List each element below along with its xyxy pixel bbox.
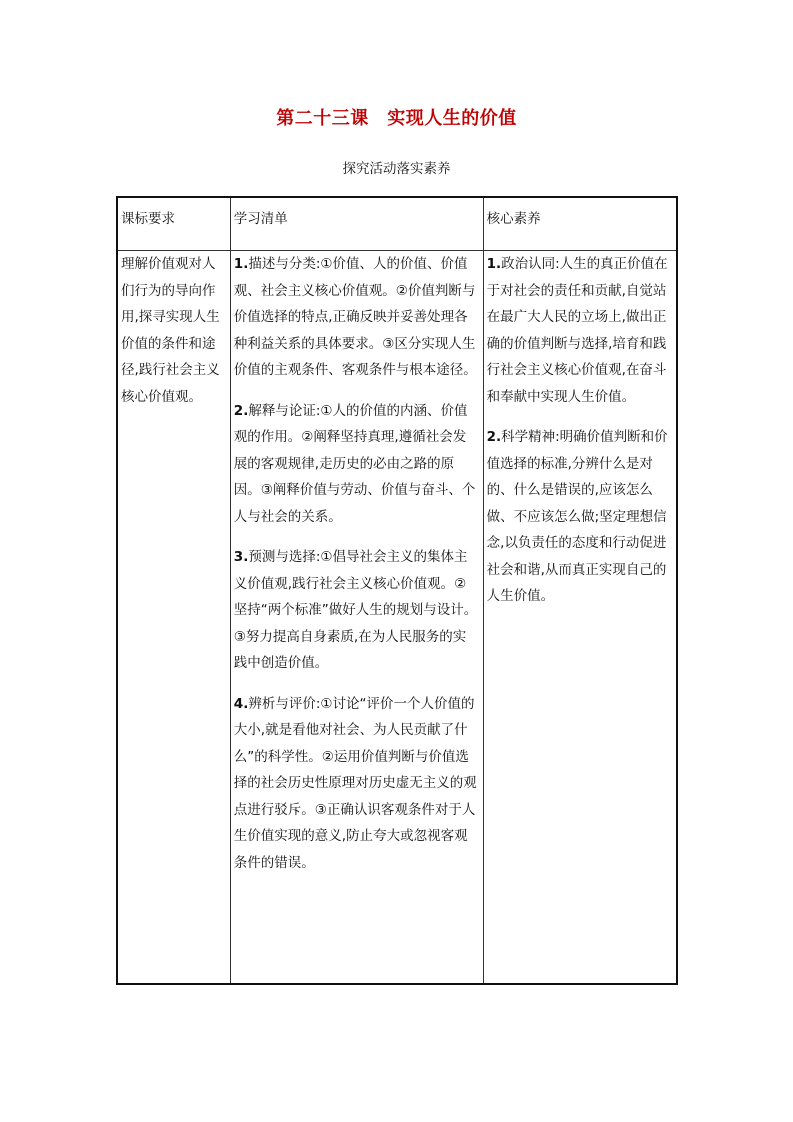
- page-title: 第二十三课 实现人生的价值: [276, 108, 517, 129]
- study-item: [234, 544, 480, 677]
- curriculum-table: [116, 196, 678, 985]
- item-text: 政治认同:人生的真正价值在于对社会的责任和贡献,自觉站在最广大人民的立场上,做出正确的价值判断与选择,培育和践行社会主义核心价值观,在奋斗和奉献中实现人生价值。: [486, 256, 668, 405]
- item-text: 科学精神:明确价值判断和价值选择的标准,分辨什么是对的、什么是错误的,应该怎么做、不应该怎么做;坚定理想信念,以负责任的态度和行动促进社会和谐,从而真正实现自己的人生价值。: [486, 429, 668, 604]
- item-text: 预测与选择:①倡导社会主义的集体主义价值观,践行社会主义核心价值观。②坚持“两个标准”做好人生的规划与设计。③努力提高自身素质,在为人民服务的实践中创造价值。: [233, 549, 478, 671]
- item-number: 2.: [233, 402, 249, 419]
- item-text: 描述与分类:①价值、人的价值、价值观、社会主义核心价值观。②价值判断与价值选择的特点,正确反映并妥善处理各种利益关系的具体要求。③区分实现人生价值的主观条件、客观条件与根本途径。: [233, 256, 477, 378]
- study-item: [234, 398, 480, 531]
- study-item: [234, 251, 480, 384]
- item-text: 辨析与评价:①讨论“评价一个人价值的大小,就是看他对社会、为人民贡献了什么”的科学性。②运用价值判断与价值选择的社会历史性原理对历史虚无主义的观点进行驳斥。③正确认识客观条件对于人生价值实现的意义,防止夸大或忽视客观条件的错误。: [233, 695, 477, 871]
- study-list-cell: [230, 251, 483, 985]
- literacy-item: [487, 251, 673, 410]
- core-literacy-cell: [483, 251, 677, 985]
- literacy-item: [487, 424, 673, 610]
- table-header-row: [117, 197, 677, 251]
- item-text: 解释与论证:①人的价值的内涵、价值观的作用。②阐释坚持真理,遵循社会发展的客观规律,走历史的必由之路的原因。③阐释价值与劳动、价值与奋斗、个人与社会的关系。: [233, 402, 476, 525]
- item-number: 1.: [233, 256, 249, 272]
- requirement-cell: 理解价值观对人们行为的导向作用,探寻实现人生价值的条件和途径,践行社会主义核心价值观。: [117, 251, 230, 985]
- header-study-list: 学习清单: [230, 197, 483, 251]
- table-body-row: [117, 251, 677, 985]
- header-requirement: 课标要求: [117, 197, 230, 251]
- page-subtitle: 探究活动落实素养: [342, 161, 451, 177]
- study-item: [234, 691, 480, 877]
- item-number: 1.: [486, 256, 502, 272]
- item-number: 4.: [233, 695, 249, 712]
- header-core-literacy: 核心素养: [483, 197, 677, 251]
- item-number: 3.: [233, 549, 249, 565]
- item-number: 2.: [486, 429, 502, 445]
